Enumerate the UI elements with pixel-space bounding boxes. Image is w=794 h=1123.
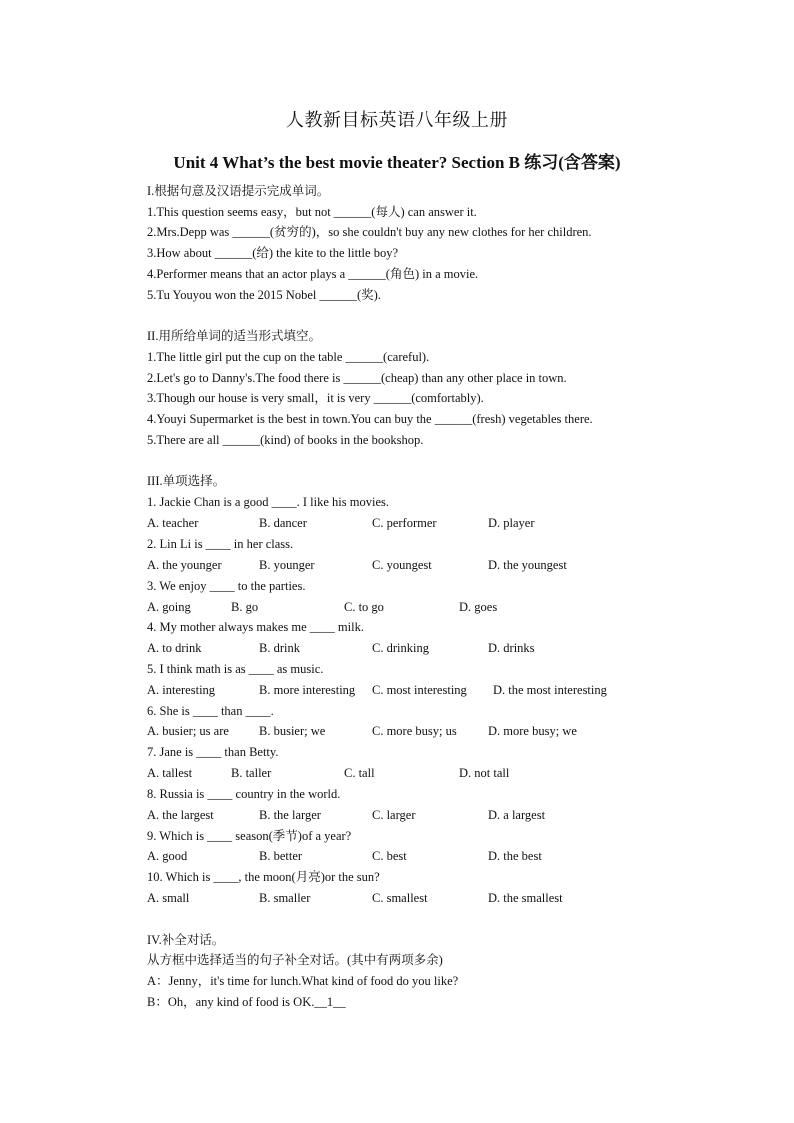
option-a: A. interesting [147,683,216,697]
option-b: B. taller [231,766,272,780]
option-c: C. larger [372,808,416,822]
option-b: B. busier; we [259,724,326,738]
option-c: C. most interesting [372,683,467,697]
answer-options [147,723,747,739]
question-stem: 3. We enjoy ____ to the parties. [147,579,306,593]
option-c: C. youngest [372,558,432,572]
option-b: B. more interesting [259,683,356,697]
exercise-item: 1.This question seems easy，but not ______(每人) can answer it. [147,205,477,219]
option-d: D. more busy; we [488,724,577,738]
question-stem: 10. Which is ____, the moon(月亮)or the sun? [147,870,380,884]
option-b: B. smaller [259,891,311,905]
dialogue-line: A：Jenny，it's time for lunch.What kind of food do you like? [147,974,459,988]
option-d: D. the smallest [488,891,563,905]
option-b: B. go [231,600,259,614]
option-d: D. the most interesting [493,683,607,697]
option-a: A. small [147,891,190,905]
question-stem: 1. Jackie Chan is a good ____. I like his movies. [147,495,389,509]
option-c: C. more busy; us [372,724,457,738]
question-stem: 2. Lin Li is ____ in her class. [147,537,294,551]
option-d: D. not tall [459,766,510,780]
exercise-item: 2.Let's go to Danny's.The food there is ______(cheap) than any other place in town. [147,371,567,385]
option-b: B. drink [259,641,300,655]
option-b: B. younger [259,558,315,572]
answer-options [147,682,747,698]
answer-options [147,640,747,656]
question-stem: 8. Russia is ____ country in the world. [147,787,341,801]
question-stem: 4. My mother always makes me ____ milk. [147,620,364,634]
option-b: B. dancer [259,516,307,530]
answer-options [147,515,747,531]
section-instruction: 从方框中选择适当的句子补全对话。(其中有两项多余) [147,953,443,967]
answer-options [147,557,747,573]
option-a: A. good [147,849,188,863]
answer-options [147,599,747,615]
exercise-item: 4.Youyi Supermarket is the best in town.You can buy the ______(fresh) vegetables there. [147,412,593,426]
question-stem: 5. I think math is as ____ as music. [147,662,324,676]
exercise-item: 2.Mrs.Depp was ______(贫穷的)，so she couldn't buy any new clothes for her children. [147,225,592,239]
option-a: A. busier; us are [147,724,229,738]
question-stem: 6. She is ____ than ____. [147,704,274,718]
section-heading: I.根据句意及汉语提示完成单词。 [147,184,330,198]
exercise-item: 5.Tu Youyou won the 2015 Nobel ______(奖). [147,288,381,302]
answer-options [147,890,747,906]
answer-options [147,848,747,864]
exercise-item: 1.The little girl put the cup on the table ______(careful). [147,350,430,364]
option-a: A. tallest [147,766,193,780]
option-a: A. to drink [147,641,202,655]
section-heading: IV.补全对话。 [147,933,225,947]
page-title: 人教新目标英语八年级上册 [286,110,508,130]
option-c: C. tall [344,766,375,780]
option-d: D. player [488,516,535,530]
option-d: D. the best [488,849,542,863]
option-c: C. smallest [372,891,428,905]
question-stem: 9. Which is ____ season(季节)of a year? [147,829,352,843]
answer-options [147,807,747,823]
section-heading: II.用所给单词的适当形式填空。 [147,329,321,343]
answer-options [147,765,747,781]
exercise-item: 3.Though our house is very small，it is very ______(comfortably). [147,391,484,405]
option-d: D. the youngest [488,558,567,572]
option-d: D. drinks [488,641,535,655]
option-d: D. a largest [488,808,546,822]
option-a: A. going [147,600,191,614]
option-a: A. the younger [147,558,222,572]
page-subtitle: Unit 4 What’s the best movie theater? Section B 练习(含答案) [173,153,621,172]
option-a: A. the largest [147,808,214,822]
option-d: D. goes [459,600,498,614]
option-c: C. drinking [372,641,429,655]
dialogue-line: B：Oh，any kind of food is OK.__1__ [147,995,346,1009]
option-c: C. performer [372,516,437,530]
section-heading: III.单项选择。 [147,474,226,488]
option-b: B. the larger [259,808,321,822]
option-b: B. better [259,849,303,863]
option-c: C. to go [344,600,384,614]
option-c: C. best [372,849,407,863]
exercise-item: 5.There are all ______(kind) of books in the bookshop. [147,433,424,447]
question-stem: 7. Jane is ____ than Betty. [147,745,279,759]
exercise-item: 3.How about ______(给) the kite to the little boy? [147,246,398,260]
option-a: A. teacher [147,516,199,530]
exercise-item: 4.Performer means that an actor plays a ______(角色) in a movie. [147,267,479,281]
